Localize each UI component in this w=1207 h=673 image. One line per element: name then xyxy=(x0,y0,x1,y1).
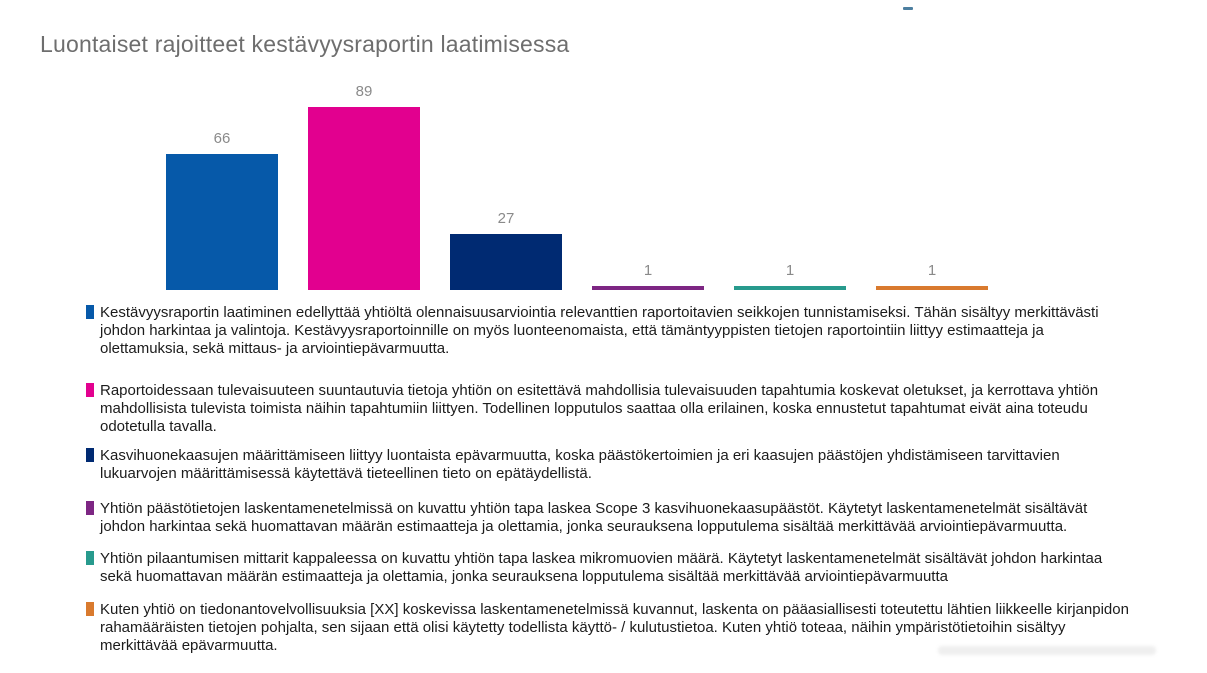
bar-slot xyxy=(876,263,988,290)
bar-value-label: 1 xyxy=(785,262,795,279)
bar-chart xyxy=(166,80,988,290)
legend-item xyxy=(86,304,1135,358)
screen-artifact-dash xyxy=(903,7,913,10)
bar[interactable] xyxy=(876,286,988,290)
bar-value-label: 27 xyxy=(497,210,515,228)
bar[interactable] xyxy=(734,286,846,290)
legend-text: Kasvihuonekaasujen määrittämiseen liittyy luontaista epävarmuutta, koska päästökertoimien ja eri kaasujen päästöjen yhdistämiseen tarvittavien lukuarvojen määrittämisessä käytettävä tieteellinen tieto on epätäydellistä. xyxy=(100,447,1060,482)
bar[interactable] xyxy=(308,107,420,290)
bar-slot xyxy=(592,263,704,290)
bar-value-label: 1 xyxy=(927,262,937,279)
bar-slot xyxy=(734,263,846,290)
legend-text: Kuten yhtiö on tiedonantovelvollisuuksia [XX] koskevissa laskentamenetelmissä kuvannut, laskenta on pääasiallisesti toteutettu lähtien liikkeelle kirjanpidon rahamääräisten tietojen pohjalta, sen sijaan että olisi käytetty todellista käyttö- / kulutustietoa. Kuten yhtiö toteaa, näihin ympäristötietoihin sisältyy merkittävää epävarmuutta. xyxy=(100,601,1129,654)
bar-value-label: 66 xyxy=(213,130,231,148)
page-title: Luontaiset rajoitteet kestävyysraportin laatimisessa xyxy=(40,31,570,57)
bar-slot xyxy=(450,211,562,290)
legend-item xyxy=(86,550,1135,586)
bar[interactable] xyxy=(450,234,562,290)
legend-color-marker xyxy=(86,383,94,397)
legend-color-marker xyxy=(86,501,94,515)
legend-text: Yhtiön päästötietojen laskentamenetelmissä on kuvattu yhtiön tapa laskea Scope 3 kasvihuonekaasupäästöt. Käytetyt laskentamenetelmät sisältävät johdon harkintaa sekä huomattavan määrän estimaatteja ja olettamia, jonka seurauksena lopputulema sisältää merkittävää arviointiepävarmuutta. xyxy=(100,500,1088,535)
legend-color-marker xyxy=(86,602,94,616)
bar-value-label: 1 xyxy=(643,262,653,279)
screen-artifact-smudge xyxy=(938,646,1156,655)
legend-item xyxy=(86,382,1135,436)
chart-legend xyxy=(86,304,1135,655)
bar[interactable] xyxy=(166,154,278,290)
legend-text: Kestävyysraportin laatiminen edellyttää yhtiöltä olennaisuusarviointia relevanttien raportoitavien seikkojen tunnistamiseksi. Tähän sisältyy merkittävästi johdon harkintaa ja valintoja. Kestävyysraportoinnille on myös luonteenomaista, että tämäntyyppisten tietojen raportointiin liittyy estimaatteja ja olettamuksia, sekä mittaus- ja arviointiepävarmuutta. xyxy=(100,304,1099,357)
legend-text: Yhtiön pilaantumisen mittarit kappaleessa on kuvattu yhtiön tapa laskea mikromuovien määrä. Käytetyt laskentamenetelmät sisältävät johdon harkintaa sekä huomattavan määrän estimaatteja ja olettamia, jonka seurauksena lopputulema sisältää merkittävää arviointiepävarmuutta xyxy=(100,550,1103,585)
bar[interactable] xyxy=(592,286,704,290)
legend-color-marker xyxy=(86,448,94,462)
legend-item xyxy=(86,500,1135,536)
bar-slot xyxy=(308,84,420,290)
legend-color-marker xyxy=(86,551,94,565)
legend-item xyxy=(86,447,1135,483)
legend-color-marker xyxy=(86,305,94,319)
bar-slot xyxy=(166,131,278,290)
legend-text: Raportoidessaan tulevaisuuteen suuntautuvia tietoja yhtiön on esitettävä mahdollisia tulevaisuuden tapahtumia koskevat oletukset, ja kerrottava yhtiön mahdollisista tulevista toimista näihin tapahtumiin liittyen. Todellinen lopputulos saattaa olla erilainen, koska ennustetut tapahtumat eivät aina toteudu odotetulla tavalla. xyxy=(100,382,1099,435)
bar-value-label: 89 xyxy=(355,83,373,100)
